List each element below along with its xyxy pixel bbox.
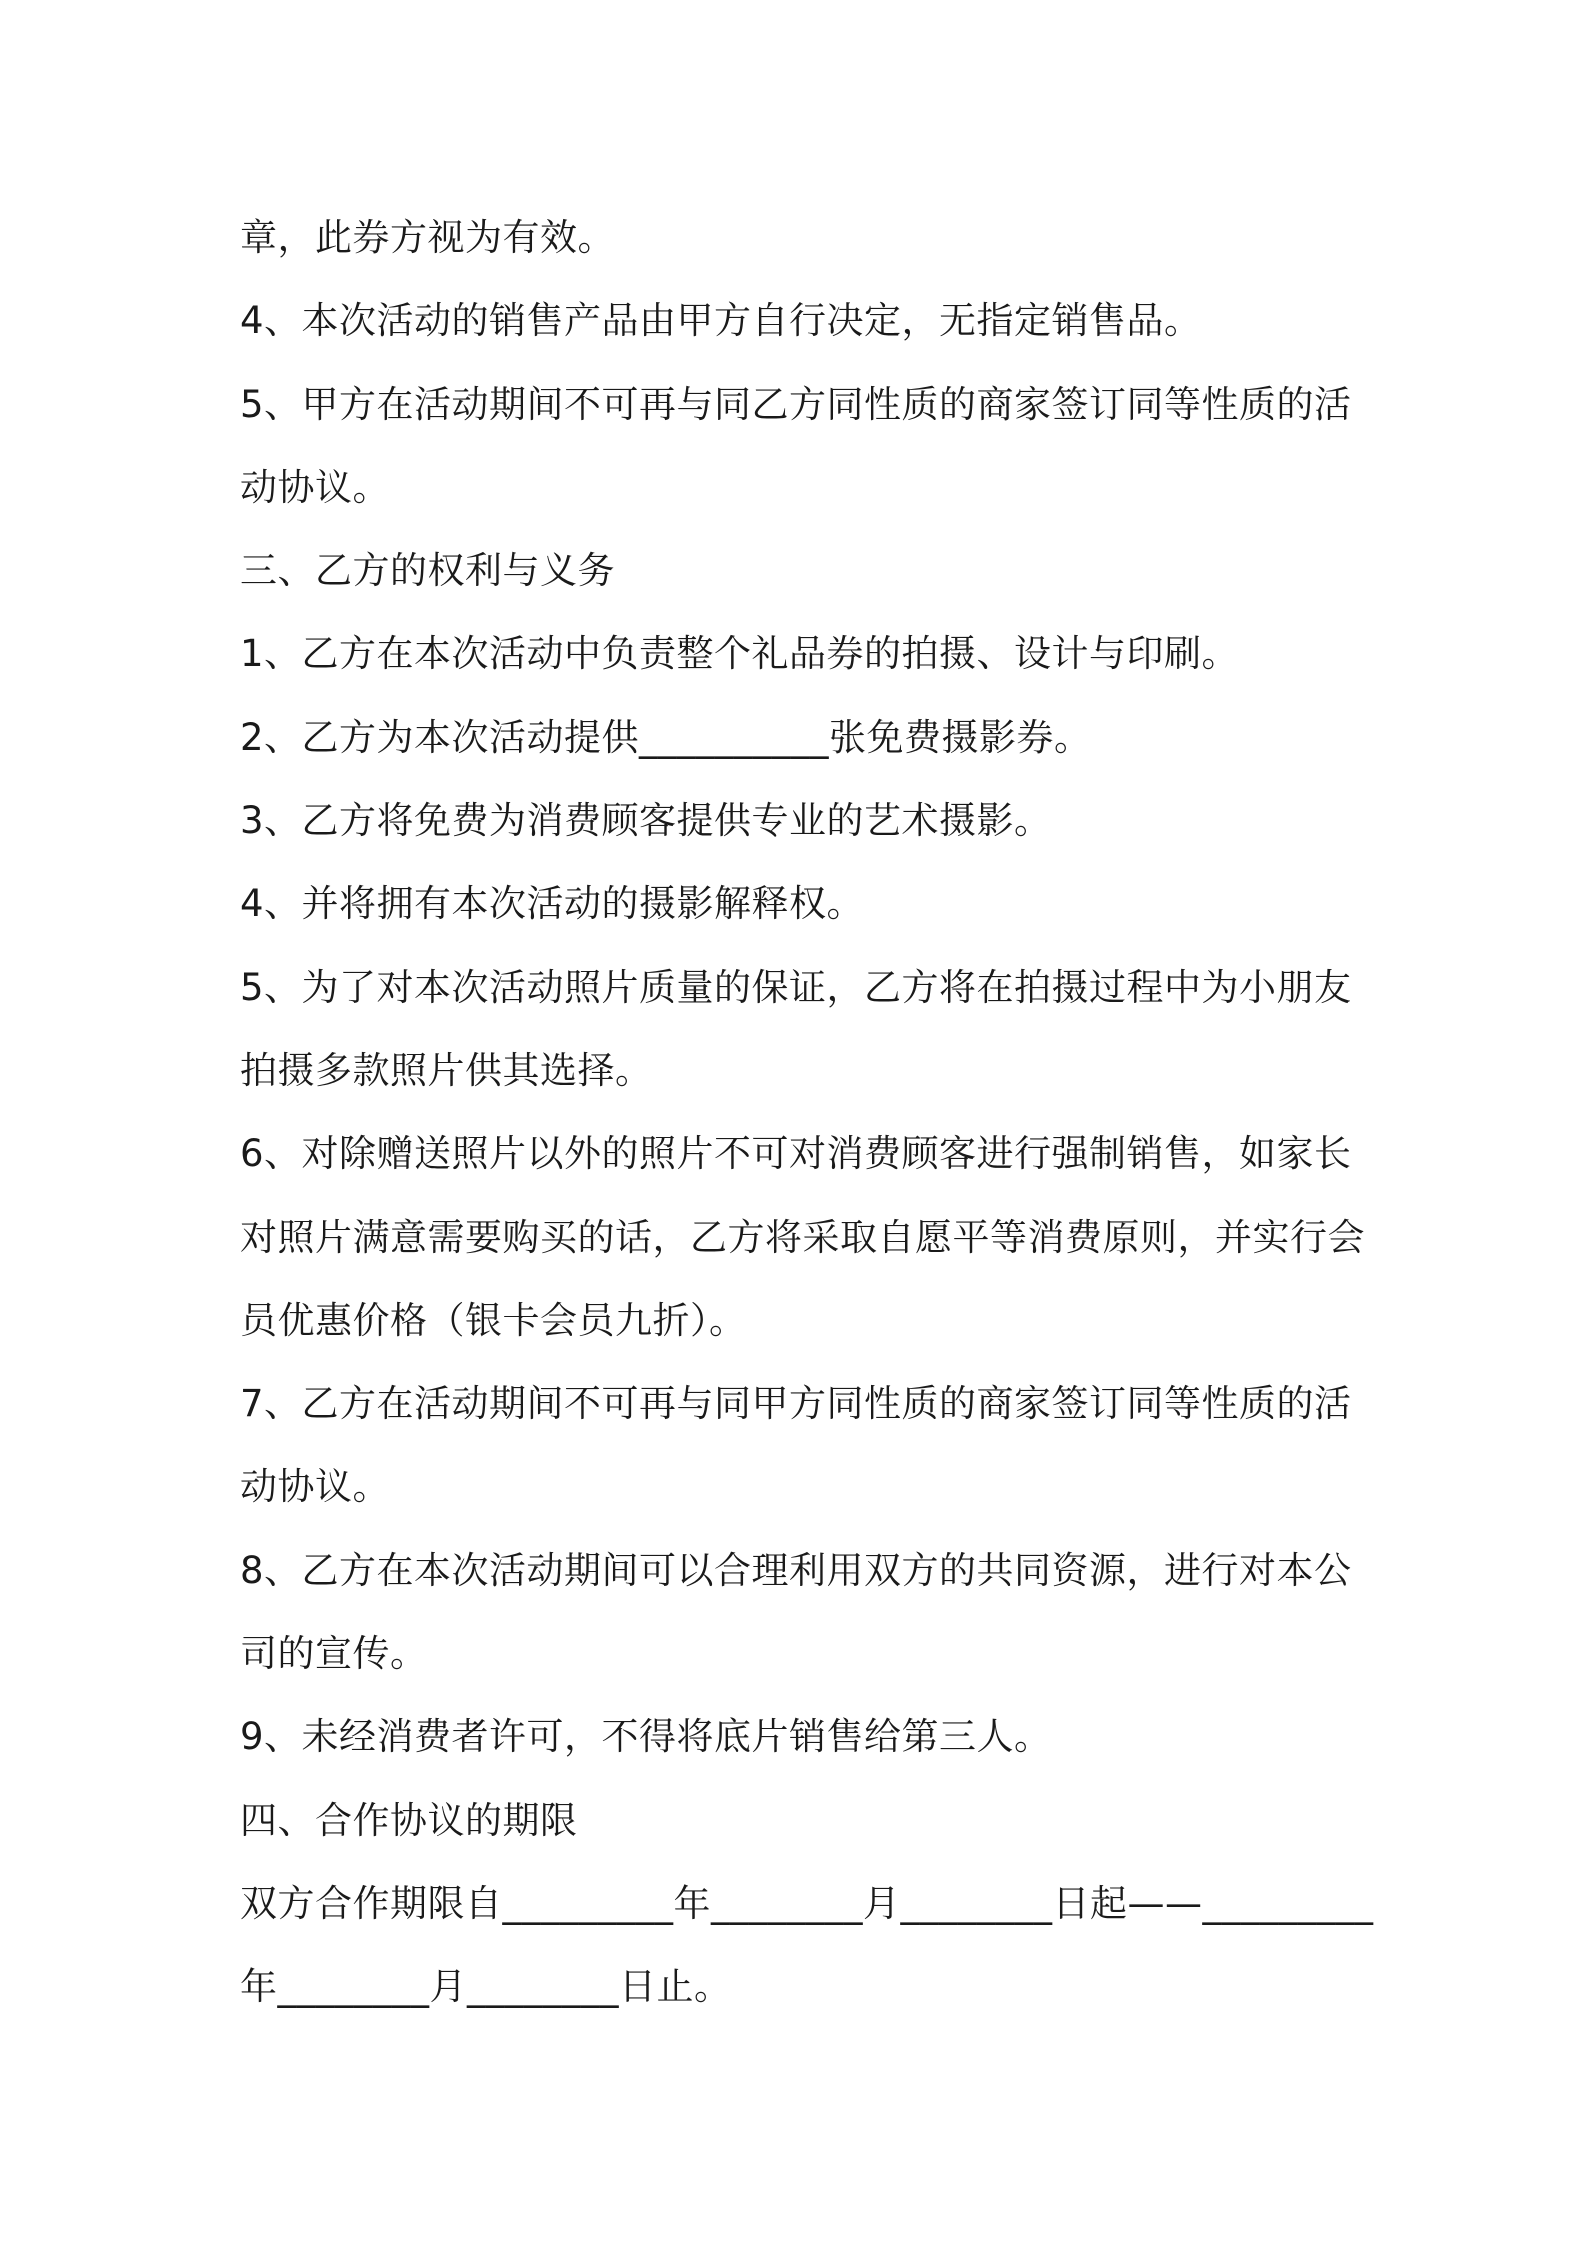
text-line: 双方合作期限自_________年________月________日起——_________ [240, 1881, 1374, 1925]
text-line: 2、乙方为本次活动提供__________张免费摄影券。 [240, 715, 1092, 759]
text-line: 司的宣传。 [240, 1632, 428, 1676]
text-line: 动协议。 [240, 1465, 390, 1509]
text-line: 年________月________日止。 [240, 1965, 732, 2009]
text-line: 3、乙方将免费为消费顾客提供专业的艺术摄影。 [240, 799, 1052, 843]
text-line: 员优惠价格（银卡会员九折）。 [240, 1298, 747, 1342]
text-line: 4、本次活动的销售产品由甲方自行决定，无指定销售品。 [240, 299, 1202, 343]
text-line: 8、乙方在本次活动期间可以合理利用双方的共同资源，进行对本公 [240, 1548, 1352, 1592]
document-body [240, 196, 1374, 2029]
text-line: 4、并将拥有本次活动的摄影解释权。 [240, 882, 865, 926]
text-line: 6、对除赠送照片以外的照片不可对消费顾客进行强制销售，如家长 [240, 1132, 1352, 1176]
text-line: 章，此券方视为有效。 [240, 216, 615, 259]
text-line: 5、甲方在活动期间不可再与同乙方同性质的商家签订同等性质的活 [240, 382, 1352, 426]
text-line: 对照片满意需要购买的话，乙方将采取自愿平等消费原则，并实行会 [240, 1215, 1365, 1259]
text-line: 5、为了对本次活动照片质量的保证，乙方将在拍摄过程中为小朋友 [240, 965, 1352, 1009]
text-line: 9、未经消费者许可，不得将底片销售给第三人。 [240, 1715, 1052, 1759]
text-line: 7、乙方在活动期间不可再与同甲方同性质的商家签订同等性质的活 [240, 1382, 1352, 1426]
section-heading: 三、乙方的权利与义务 [240, 549, 615, 593]
text-line: 拍摄多款照片供其选择。 [240, 1048, 653, 1092]
text-line: 动协议。 [240, 465, 390, 509]
section-heading: 四、合作协议的期限 [240, 1798, 578, 1842]
text-line: 1、乙方在本次活动中负责整个礼品券的拍摄、设计与印刷。 [240, 632, 1240, 676]
